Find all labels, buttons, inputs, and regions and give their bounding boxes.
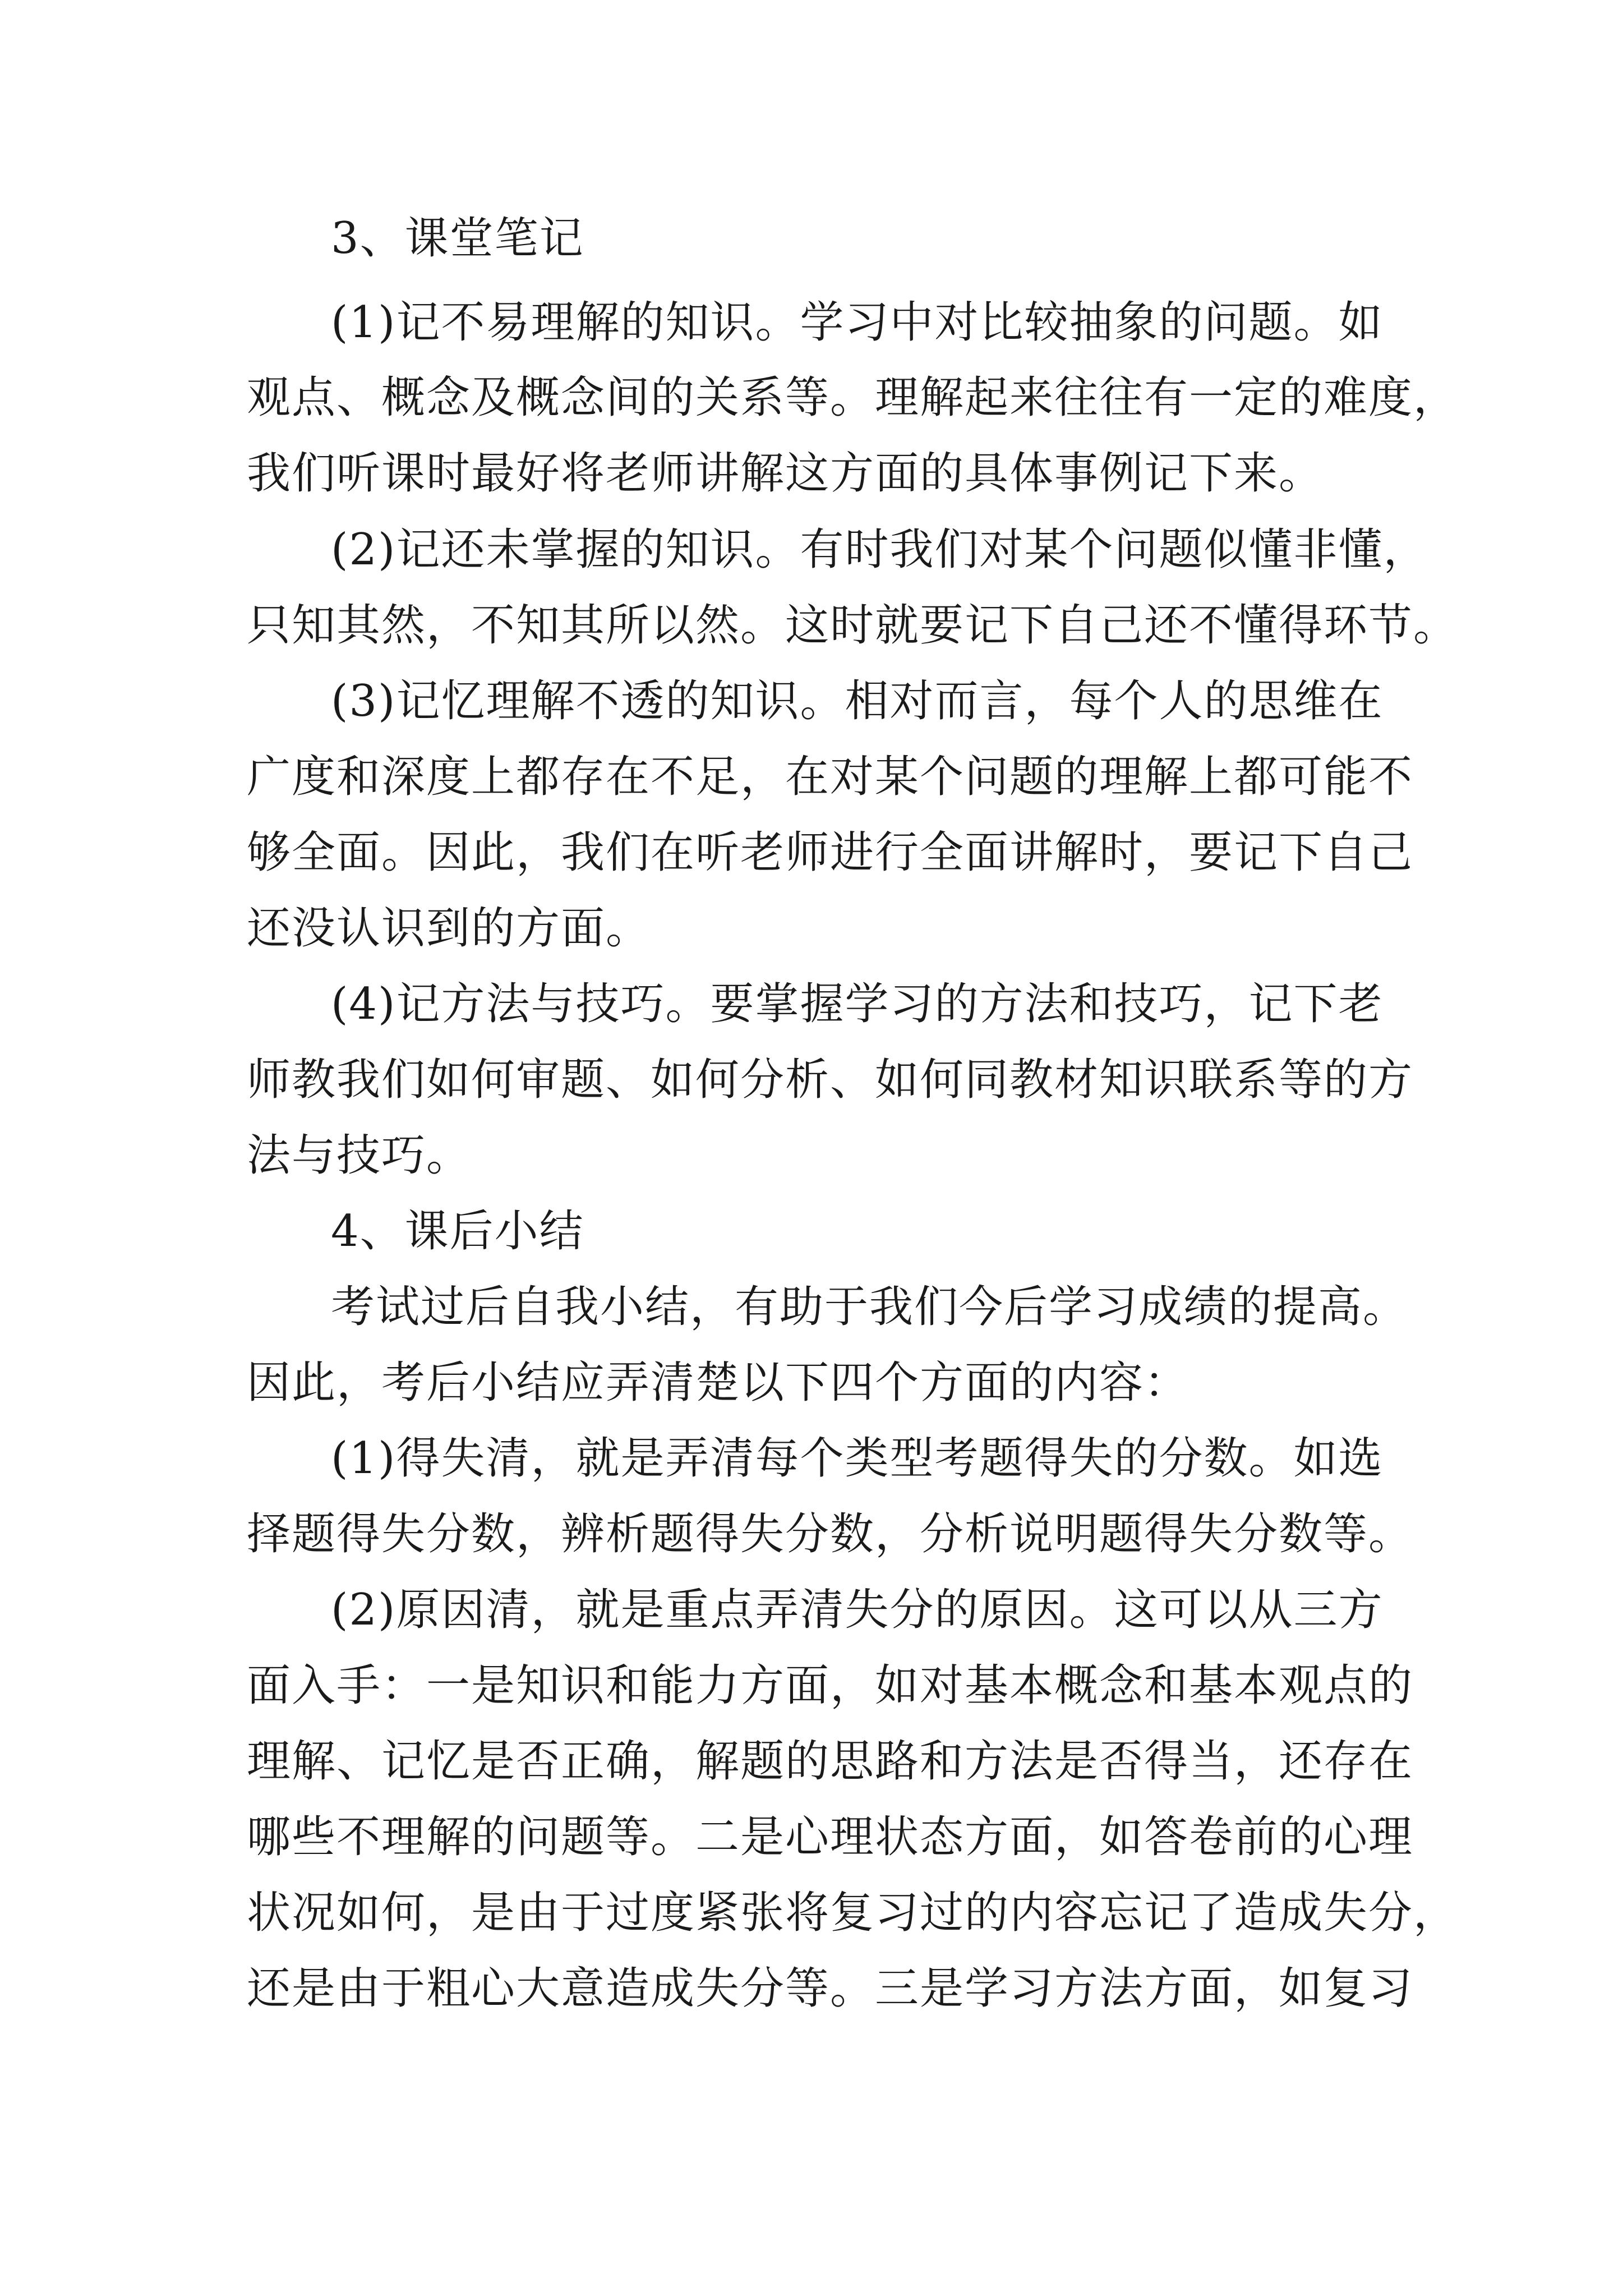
paragraph-line: (3)记忆理解不透的知识。相对而言，每个人的思维在	[331, 676, 1384, 726]
paragraph-line: 广度和深度上都存在不足，在对某个问题的理解上都可能不	[247, 752, 1414, 802]
paragraph-line: 只知其然，不知其所以然。这时就要记下自己还不懂得环节。	[247, 600, 1459, 651]
paragraph-line: 状况如何，是由于过度紧张将复习过的内容忘记了造成失分，	[247, 1888, 1459, 1938]
paragraph-line: (2)原因清，就是重点弄清失分的原因。这可以从三方	[331, 1585, 1384, 1635]
paragraph-line: 理解、记忆是否正确，解题的思路和方法是否得当，还存在	[247, 1736, 1414, 1787]
paragraph-line: 面入手：一是知识和能力方面，如对基本概念和基本观点的	[247, 1660, 1414, 1711]
paragraph-line: (1)得失清，就是弄清每个类型考题得失的分数。如选	[331, 1433, 1384, 1484]
paragraph-line: 观点、概念及概念间的关系等。理解起来往往有一定的难度，	[247, 372, 1459, 423]
paragraph-line: (4)记方法与技巧。要掌握学习的方法和技巧，记下老	[331, 979, 1384, 1029]
paragraph-line: 够全面。因此，我们在听老师进行全面讲解时，要记下自己	[247, 827, 1414, 878]
paragraph-line: 考试过后自我小结，有助于我们今后学习成绩的提高。	[331, 1282, 1408, 1332]
paragraph-line: 哪些不理解的问题等。二是心理状态方面，如答卷前的心理	[247, 1812, 1414, 1862]
paragraph-line: (2)记还未掌握的知识。有时我们对某个问题似懂非懂，	[331, 524, 1428, 575]
section-heading-after-class-summary: 4、课后小结	[331, 1206, 584, 1257]
paragraph-line: 师教我们如何审题、如何分析、如何同教材知识联系等的方	[247, 1055, 1414, 1105]
paragraph-line: 法与技巧。	[247, 1130, 472, 1181]
paragraph-line: 还没认识到的方面。	[247, 903, 651, 954]
paragraph-line: (1)记不易理解的知识。学习中对比较抽象的问题。如	[331, 297, 1384, 348]
paragraph-line: 因此，考后小结应弄清楚以下四个方面的内容：	[247, 1358, 1189, 1408]
paragraph-line: 还是由于粗心大意造成失分等。三是学习方法方面，如复习	[247, 1963, 1414, 2014]
paragraph-line: 择题得失分数，辨析题得失分数，分析说明题得失分数等。	[247, 1509, 1414, 1559]
section-heading-class-notes: 3、课堂笔记	[331, 213, 584, 264]
paragraph-line: 我们听课时最好将老师讲解这方面的具体事例记下来。	[247, 448, 1324, 499]
